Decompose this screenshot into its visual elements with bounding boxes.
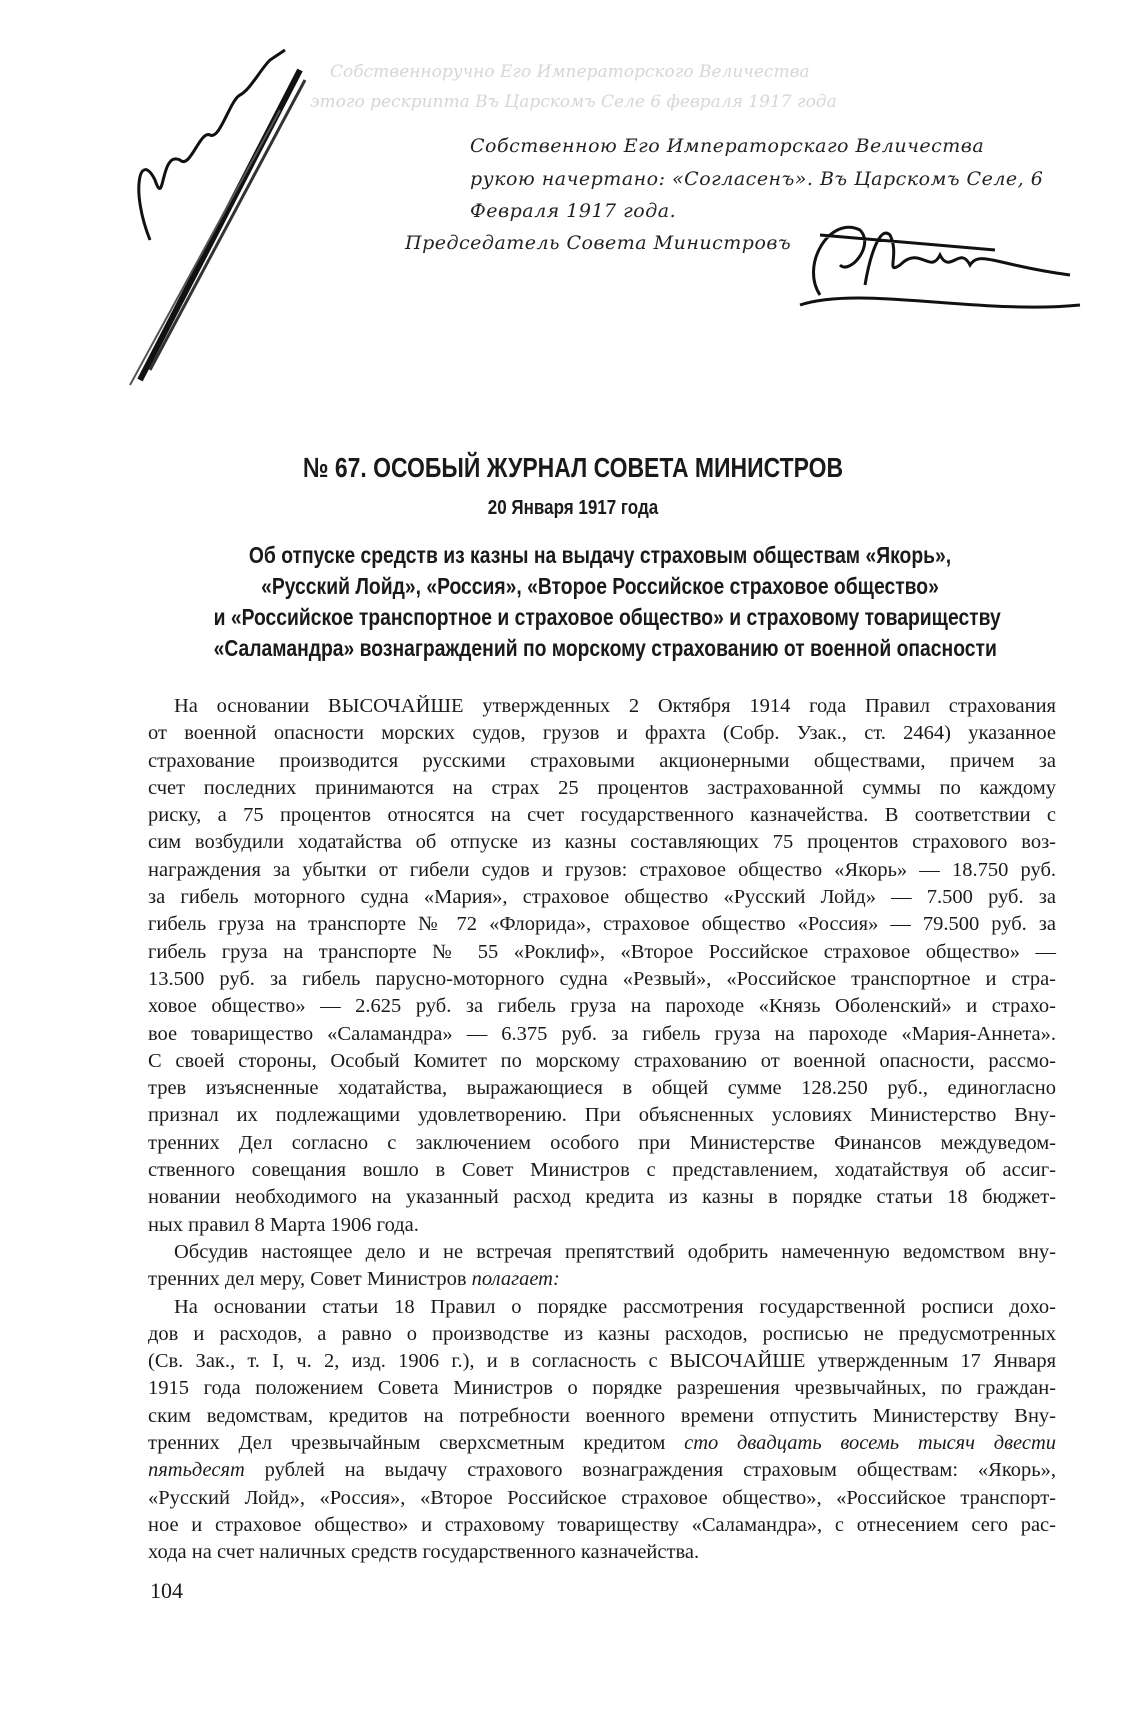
- page-number: 104: [150, 1578, 183, 1603]
- handwritten-line: Председатель Совета Министровъ: [405, 232, 792, 254]
- amount-in-words: сто двадцать восемь тысяч двести: [684, 1432, 1057, 1455]
- amount-in-words: пятьдесят: [148, 1459, 245, 1482]
- text-line: трев изъясненные ходатайства, выражающиеся в общей сумме 128.250 руб., единогласно: [148, 1077, 1056, 1100]
- subtitle-line: «Русский Лойд», «Россия», «Второе Российское страховое общество»: [261, 573, 939, 599]
- text-line: за гибель моторного судна «Мария», страховое общество «Русский Лойд» — 7.500 руб. за: [148, 886, 1056, 909]
- text-line: гибель груза на транспорте № 72 «Флорида», страховое общество «Россия» — 79.500 руб. за: [148, 913, 1056, 936]
- document-subtitle: [213, 540, 1001, 664]
- handwritten-line: Собственною Его Императорскаго Величества: [470, 135, 985, 157]
- bleed-through-text: этого рескрипта Въ Царскомъ Селе 6 февраля 1917 года: [310, 92, 837, 112]
- text-line: «Русский Лойд», «Россия», «Второе Российское страховое общество», «Российское транспорт-: [148, 1486, 1056, 1509]
- document-date: 20 Января 1917 года: [487, 497, 659, 519]
- handwritten-line: Февраля 1917 года.: [470, 200, 677, 222]
- paragraph-3: [148, 1294, 1056, 1567]
- resolution-word: полагает:: [471, 1268, 560, 1291]
- text-span: тренних дел меру, Совет Министров: [148, 1268, 472, 1291]
- paragraph-2: [148, 1239, 1056, 1294]
- text-line: счет последних принимаются на страх 25 процентов застрахованной суммы по каждому: [148, 776, 1056, 799]
- subtitle-line: и «Российское транспортное и страховое общество» и страховому товариществу: [213, 604, 1001, 630]
- text-line: страхование производится русскими страховыми акционерными обществами, причем за: [148, 749, 1056, 772]
- text-line: На основании ВЫСОЧАЙШЕ утвержденных 2 Октября 1914 года Правил страхования: [174, 695, 1056, 717]
- text-line: ственного совещания вошло в Совет Министров с представлением, ходатайствуя об ассиг-: [148, 1159, 1056, 1182]
- document-body: [148, 693, 1056, 1567]
- text-line: признал их подлежащими удовлетворению. При объясненных условиях Министерство Вну-: [148, 1104, 1056, 1127]
- text-line: (Св. Зак., т. I, ч. 2, изд. 1906 г.), и в согласность с ВЫСОЧАЙШЕ утвержденным 17 Января: [148, 1350, 1056, 1373]
- text-line: 13.500 руб. за гибель парусно-моторного судна «Резвый», «Российское транспортное и стра-: [148, 967, 1056, 990]
- text-line: риску, а 75 процентов относятся на счет государственного казначейства. В соответствии с: [148, 804, 1056, 827]
- text-line: ное и страховое общество» и страховому товариществу «Саламандра», с отнесением сего рас-: [148, 1513, 1056, 1536]
- text-line: ных правил 8 Марта 1906 года.: [148, 1213, 419, 1236]
- resolution-handwriting: [110, 40, 350, 400]
- text-line: 1915 года положением Совета Министров о порядке разрешения чрезвычайных, по граждан-: [148, 1377, 1056, 1400]
- paragraph-1: [148, 693, 1056, 1239]
- text-line: новании необходимого на указанный расход кредита из казны в порядке статьи 18 бюджет-: [148, 1186, 1056, 1209]
- text-span: рублей на выдачу страхового вознаграждения страховым обществам: «Якорь»,: [244, 1459, 1056, 1482]
- text-line: ховое общество» — 2.625 руб. за гибель груза на пароходе «Князь Оболенский» и страхо-: [148, 995, 1056, 1018]
- text-line: ским ведомствам, кредитов на потребности военного времени отпустить Министерству Вну-: [148, 1404, 1056, 1427]
- text-span: тренних Дел чрезвычайным сверхсметным кредитом: [148, 1432, 685, 1455]
- text-line: сим возбудили ходатайства об отпуске из казны составляющих 75 процентов страхового воз-: [148, 831, 1056, 854]
- text-line: тренних Дел согласно с заключением особого при Министерстве Финансов междуведом-: [148, 1131, 1056, 1154]
- text-line: дов и расходов, а равно о производстве из казны расходов, росписью не предусмотренных: [148, 1322, 1056, 1345]
- text-line: С своей стороны, Особый Комитет по морскому страхованию от военной опасности, рассмо-: [148, 1049, 1056, 1072]
- text-line: Обсудив настоящее дело и не встречая препятствий одобрить намеченную ведомством вну-: [174, 1240, 1056, 1263]
- subtitle-line: Об отпуске средств из казны на выдачу страховым обществам «Якорь»,: [248, 542, 952, 568]
- text-line: от военной опасности морских судов, грузов и фрахта (Собр. Узак., ст. 2464) указанное: [148, 722, 1056, 745]
- text-line: [148, 1266, 1056, 1293]
- text-line: хода на счет наличных средств государственного казначейства.: [148, 1541, 700, 1564]
- subtitle-line: «Саламандра» вознаграждений по морскому страхованию от военной опасности: [213, 635, 997, 661]
- text-line: На основании статьи 18 Правил о порядке рассмотрения государственной росписи дохо-: [174, 1295, 1056, 1318]
- signature: [780, 205, 1100, 315]
- text-line: гибель груза на транспорте № 55 «Роклиф», «Второе Российское страховое общество» —: [148, 940, 1056, 963]
- text-line: [148, 1430, 1056, 1457]
- bleed-through-text: Собственноручно Его Императорского Величества: [330, 62, 810, 82]
- document-title: № 67. ОСОБЫЙ ЖУРНАЛ СОВЕТА МИНИСТРОВ: [302, 452, 844, 483]
- text-line: награждения за убытки от гибели судов и грузов: страховое общество «Якорь» — 18.750 руб.: [148, 858, 1056, 881]
- text-line: вое товарищество «Саламандра» — 6.375 руб. за гибель груза на пароходе «Мария-Аннета».: [148, 1022, 1056, 1045]
- handwritten-line: рукою начертано: «Согласенъ». Въ Царскомъ Селе, 6: [470, 168, 1044, 190]
- text-line: [148, 1457, 1056, 1484]
